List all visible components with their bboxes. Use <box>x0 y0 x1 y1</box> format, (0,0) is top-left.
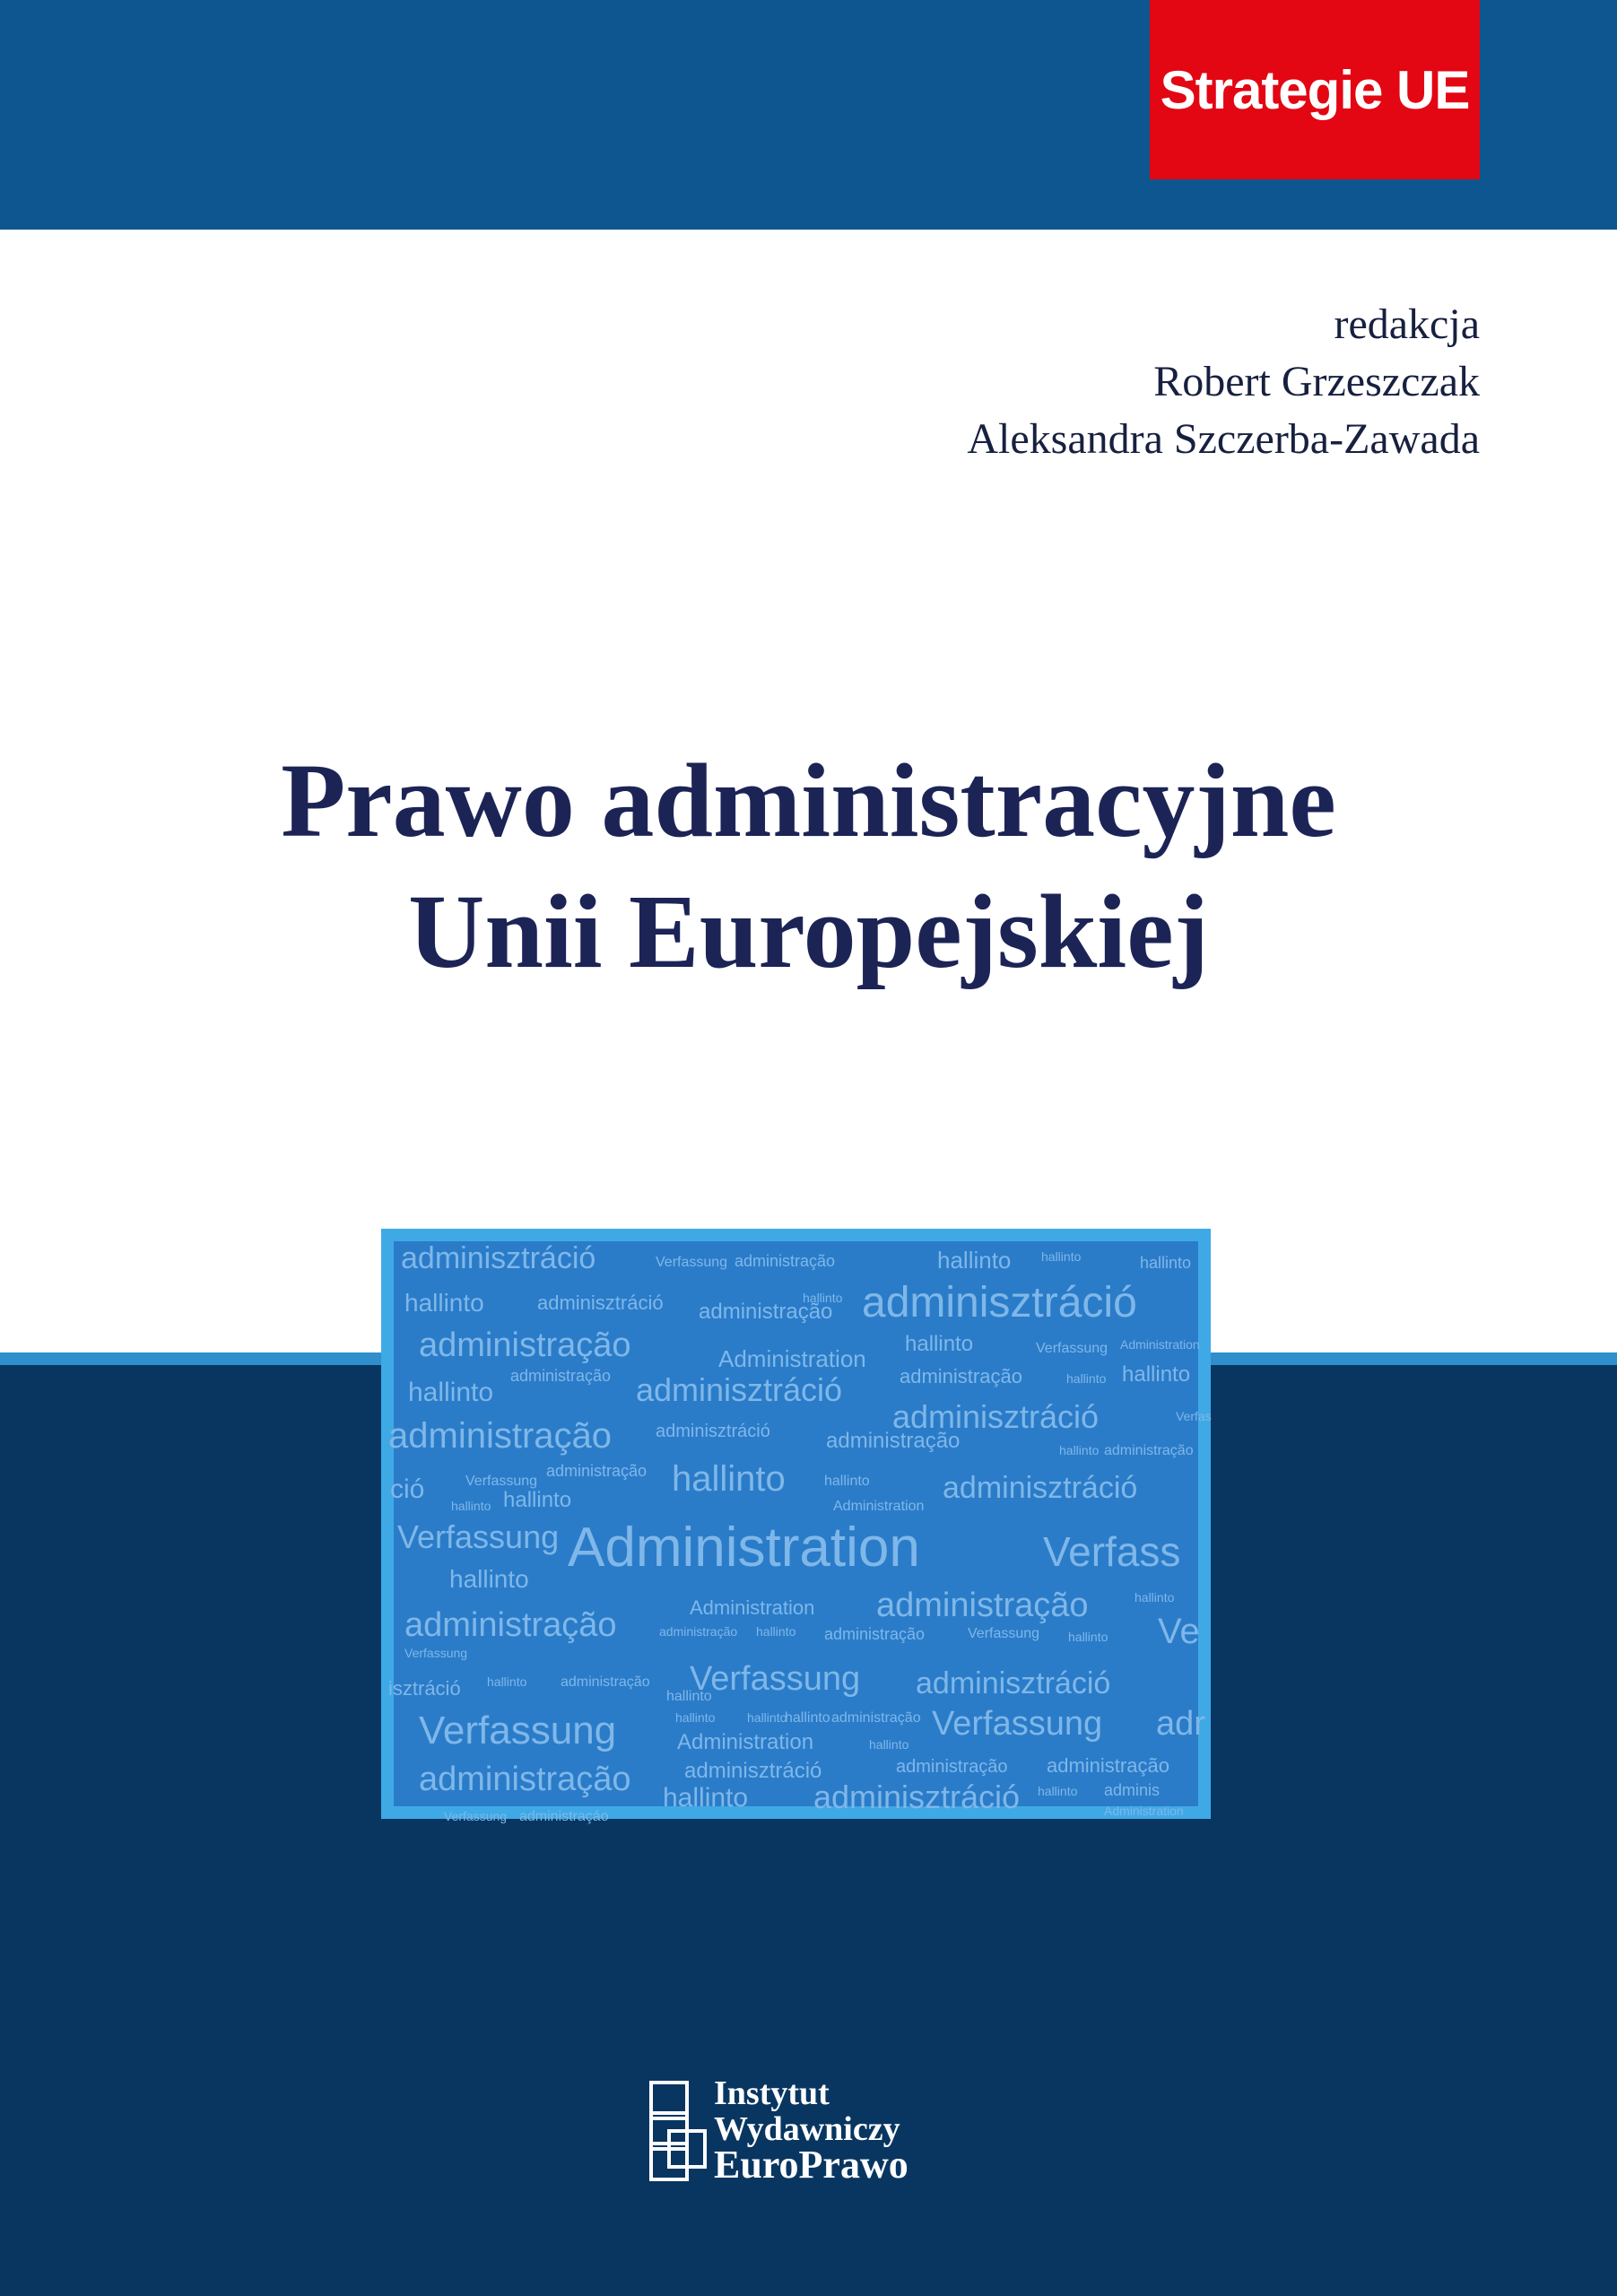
cloud-word: hallinto <box>803 1291 843 1305</box>
cloud-word: Ve <box>1158 1612 1200 1651</box>
cloud-word: hallinto <box>785 1710 830 1726</box>
cloud-word: Verfassung <box>1036 1341 1108 1356</box>
cloud-word: hallinto <box>747 1710 787 1725</box>
cloud-word: adminisztráció <box>943 1471 1138 1505</box>
cloud-word: Administration <box>833 1499 925 1514</box>
cloud-word: Verfassung <box>444 1809 508 1823</box>
editors-block <box>967 296 1480 468</box>
cloud-word: adminisztráció <box>892 1398 1100 1435</box>
cloud-word: administração <box>831 1710 921 1726</box>
cloud-word: isztráció <box>388 1677 461 1700</box>
cloud-word: Verfassung <box>932 1705 1103 1743</box>
cloud-word: hallinto <box>487 1674 527 1689</box>
cloud-word: hallinto <box>404 1289 484 1317</box>
cloud-word: adminisztráció <box>684 1759 822 1783</box>
cloud-word: administração <box>900 1365 1022 1387</box>
word-cloud <box>388 1241 1212 1824</box>
cloud-word: hallinto <box>663 1783 749 1813</box>
cloud-word: hallinto <box>449 1565 529 1593</box>
cloud-word: administração <box>699 1300 833 1324</box>
cloud-word: adr <box>1156 1705 1205 1743</box>
cloud-word: hallinto <box>1041 1249 1082 1264</box>
cloud-word: hallinto <box>1140 1254 1192 1272</box>
cloud-word: hallinto <box>451 1499 491 1513</box>
cloud-word: Verfassung <box>968 1626 1040 1641</box>
cloud-word: adminisztráció <box>813 1779 1021 1815</box>
cloud-word: hallinto <box>905 1332 974 1356</box>
cloud-word: hallinto <box>1066 1371 1107 1386</box>
cloud-word: hallinto <box>1068 1630 1108 1644</box>
cloud-word: administração <box>876 1587 1089 1624</box>
editor-name-2: Aleksandra Szczerba-Zawada <box>967 415 1480 463</box>
cloud-word: adminisztráció <box>636 1371 843 1408</box>
cloud-word: Administration <box>1104 1804 1184 1818</box>
cloud-word: administração <box>510 1367 612 1385</box>
editor-label: redakcja <box>1334 300 1480 348</box>
cloud-word: hallinto <box>1135 1590 1175 1605</box>
publisher-logo <box>649 2075 990 2190</box>
cloud-word: Administration <box>568 1517 920 1578</box>
cloud-word: administração <box>824 1625 926 1643</box>
editor-name-1: Robert Grzeszczak <box>1153 358 1480 405</box>
cloud-word: administração <box>419 1761 631 1798</box>
cloud-word: Verfassung <box>465 1474 538 1489</box>
cloud-word: Administration <box>677 1730 814 1754</box>
publisher-name <box>714 2074 908 2187</box>
cloud-word: adminis <box>1104 1781 1161 1799</box>
cloud-word: administração <box>404 1606 617 1644</box>
book-title <box>0 735 1617 997</box>
cloud-word: Verfassung <box>690 1660 861 1698</box>
cloud-word: hallinto <box>869 1737 909 1752</box>
cloud-word: Verfassung <box>419 1709 617 1752</box>
cloud-word: adminisztráció <box>537 1292 664 1314</box>
cloud-word: hallinto <box>672 1459 786 1499</box>
cloud-word: adminisztráció <box>916 1666 1111 1700</box>
publisher-line-3: EuroPrawo <box>714 2143 908 2187</box>
cloud-word: Administration <box>1120 1337 1200 1352</box>
cloud-word: administração <box>419 1326 631 1364</box>
cloud-word: adminisztráció <box>862 1279 1137 1326</box>
publisher-logo-mark-icon <box>649 2081 709 2181</box>
cloud-word: Administration <box>718 1345 866 1372</box>
cloud-word: administração <box>546 1462 648 1480</box>
cloud-word: Verfass <box>1043 1528 1181 1575</box>
cloud-word: administração <box>1047 1754 1169 1777</box>
cloud-word: Verfassung <box>404 1646 468 1660</box>
cloud-word: administração <box>826 1429 961 1453</box>
cloud-word: hallinto <box>1038 1784 1078 1798</box>
cloud-word: administração <box>1104 1443 1194 1458</box>
cloud-word: hallinto <box>824 1474 870 1489</box>
cloud-word: hallinto <box>408 1378 494 1407</box>
cloud-word: Verfassung <box>656 1255 728 1270</box>
cloud-word: adminisztráció <box>401 1241 596 1275</box>
cloud-word: hallinto <box>756 1624 796 1639</box>
word-cloud-panel <box>381 1229 1212 1824</box>
title-line-1: Prawo administracyjne <box>281 742 1336 859</box>
cloud-word: Verfas <box>1176 1409 1212 1423</box>
cloud-word: hallinto <box>1059 1443 1100 1457</box>
cloud-word: hallinto <box>937 1247 1012 1274</box>
cloud-word: hallinto <box>666 1689 712 1704</box>
cloud-word: administração <box>735 1252 836 1270</box>
cloud-word: hallinto <box>675 1710 716 1725</box>
cloud-word: administração <box>561 1674 650 1690</box>
publisher-line-1: Instytut <box>714 2074 830 2112</box>
cloud-word: adminisztráció <box>656 1422 770 1441</box>
series-badge <box>1150 0 1480 179</box>
series-label: Strategie UE <box>1160 59 1470 120</box>
cloud-word: administração <box>896 1757 1008 1777</box>
cloud-word: administração <box>388 1416 613 1456</box>
cloud-word: administraçáo <box>519 1809 609 1824</box>
cloud-word: hallinto <box>1122 1362 1191 1387</box>
cloud-word: Verfassung <box>397 1518 560 1555</box>
title-line-2: Unii Europejskiej <box>408 873 1209 990</box>
cloud-word: hallinto <box>503 1488 572 1512</box>
cloud-word: ció <box>390 1474 425 1504</box>
publisher-line-2: Wydawniczy <box>714 2110 900 2148</box>
cloud-word: administração <box>659 1624 738 1639</box>
cloud-word: Administration <box>690 1596 815 1619</box>
